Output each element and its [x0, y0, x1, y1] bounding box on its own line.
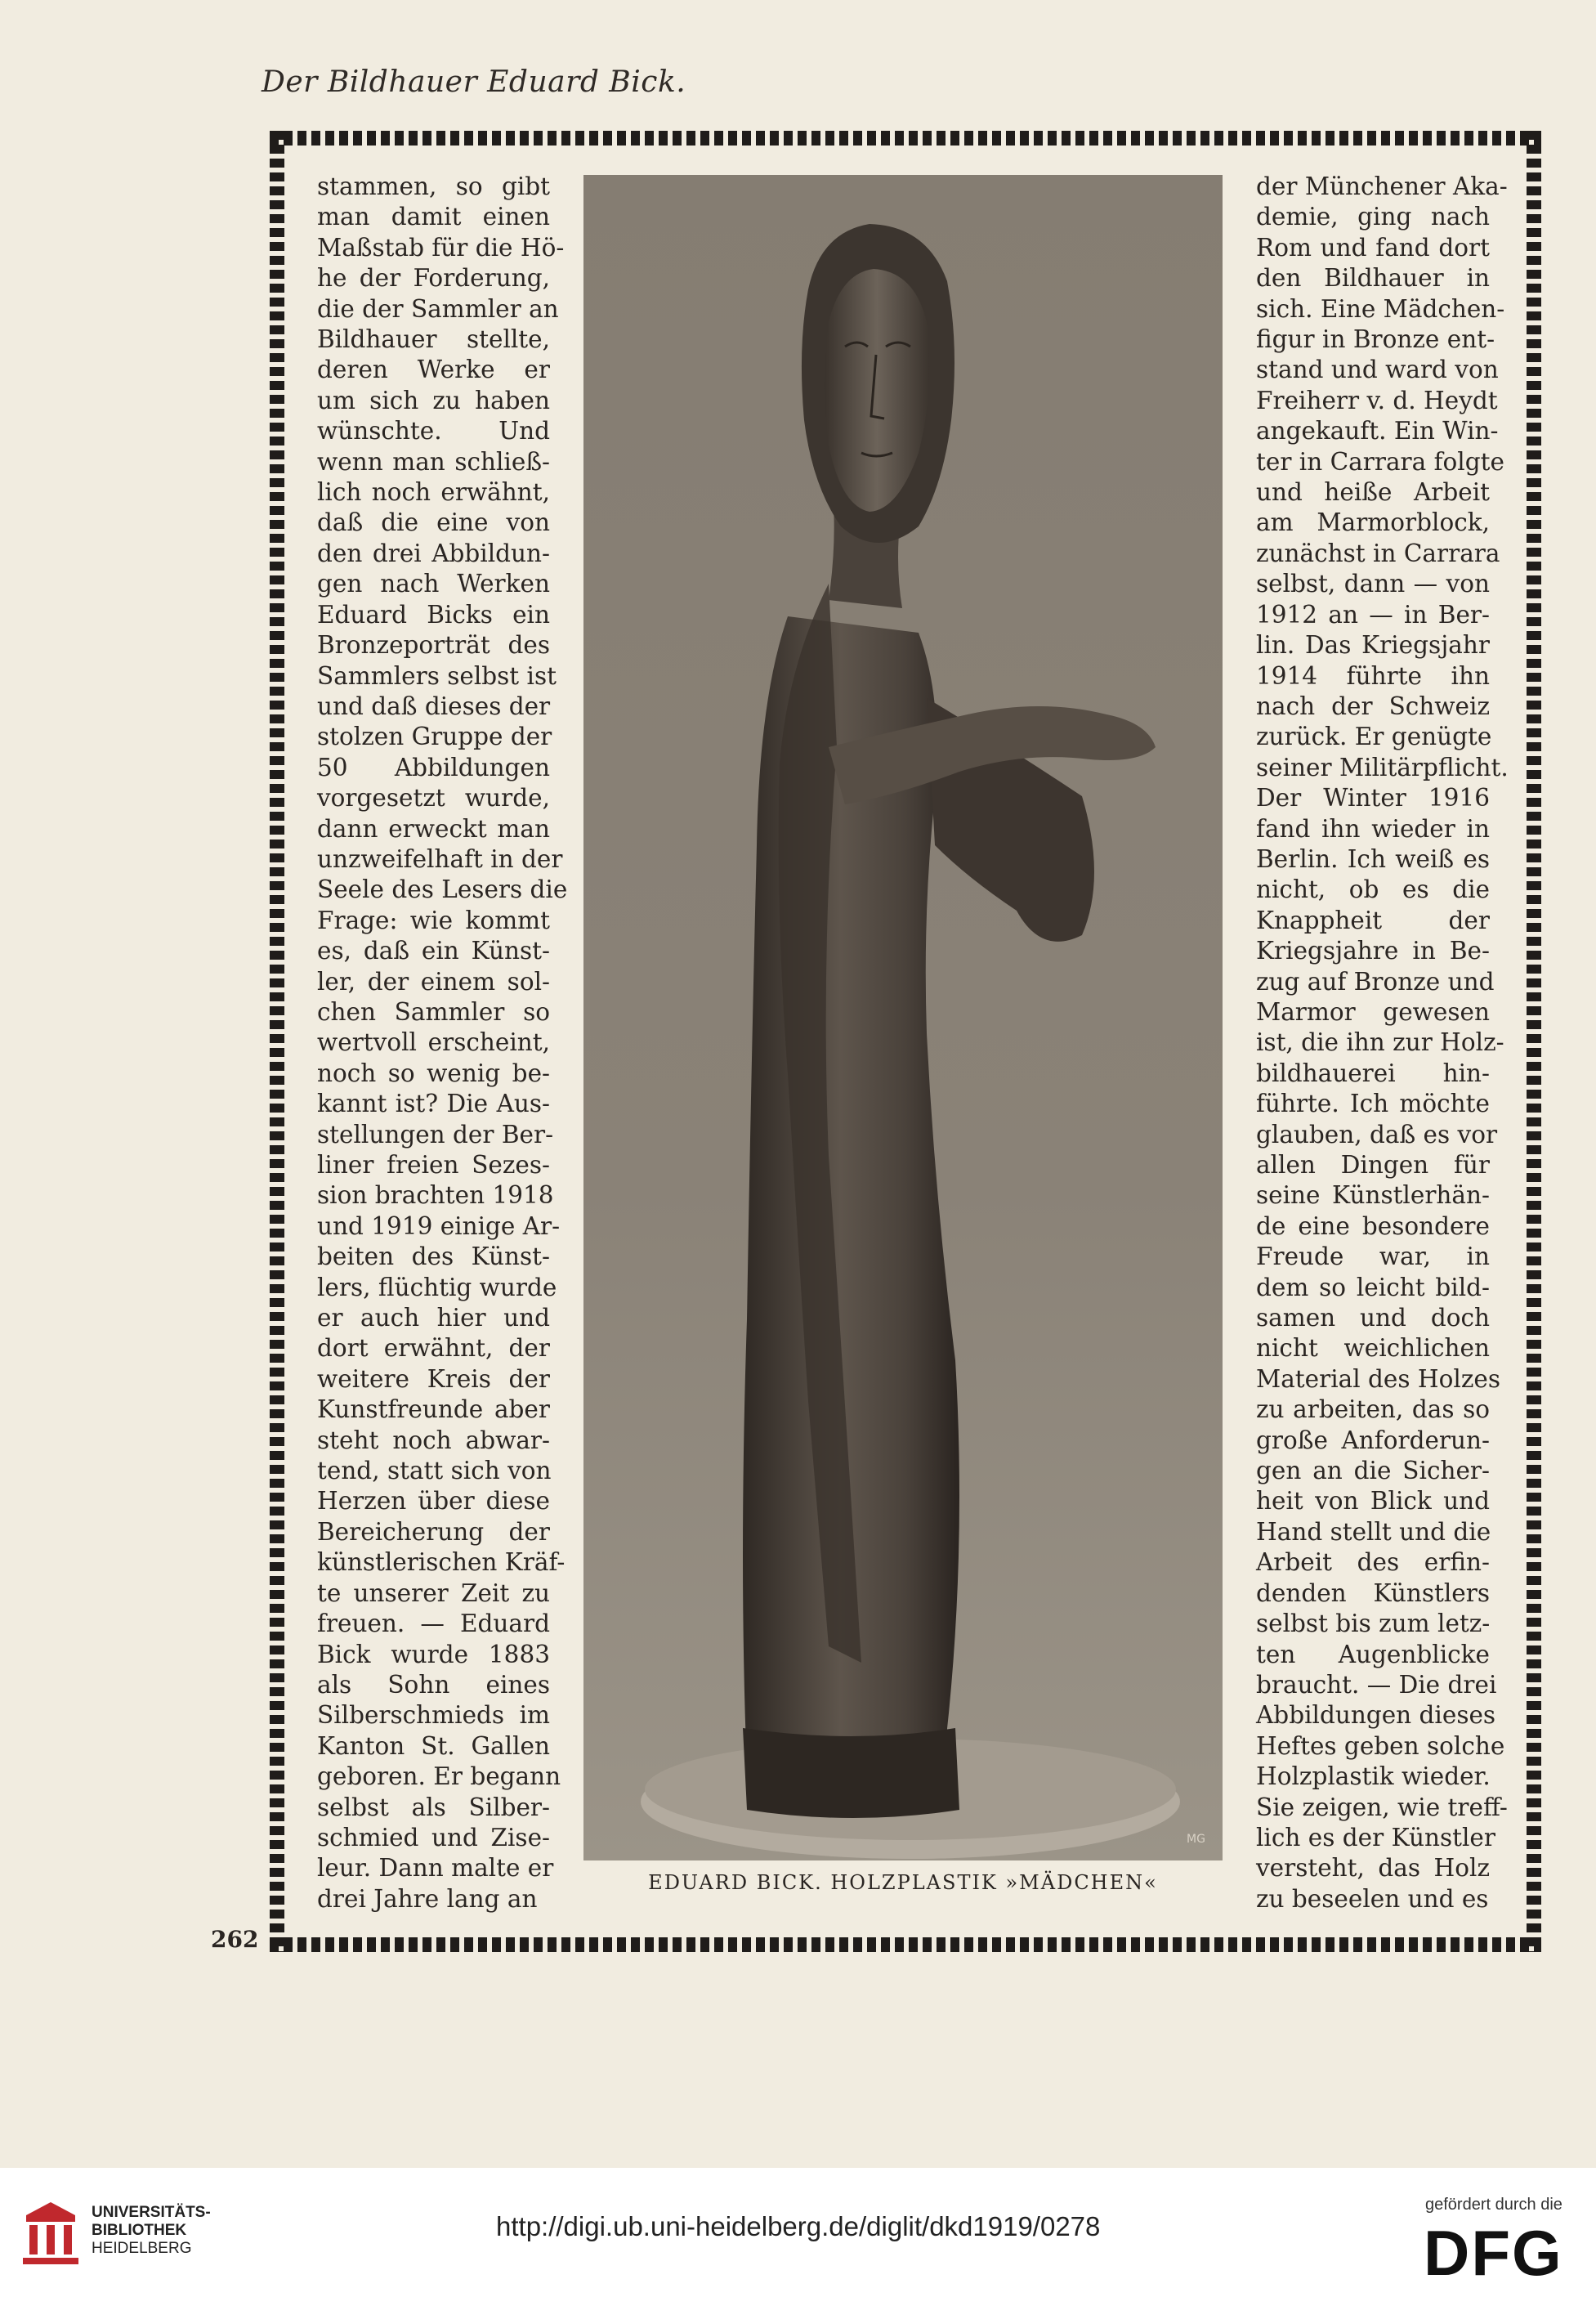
text-line: lers, flüchtig wurde [317, 1273, 557, 1301]
text-line: als Sohn eines [317, 1670, 550, 1699]
text-line: Berlin. Ich weiß es [1256, 844, 1490, 873]
text-line: Bronzeporträt des [317, 631, 550, 660]
text-line: Frage: wie kommt [317, 906, 550, 934]
text-line: kannt ist? Die Aus- [317, 1090, 550, 1118]
text-line: gen nach Werken [317, 570, 550, 598]
text-line: deren Werke er [317, 356, 550, 384]
left-text-column [317, 172, 568, 1914]
text-line: Holzplastik wieder. [1256, 1762, 1491, 1791]
text-line: Bereicherung der [317, 1517, 550, 1546]
text-line: Eduard Bicks ein [317, 600, 550, 629]
text-line: samen und doch [1256, 1304, 1490, 1332]
text-line: Bildhauer stellte, [317, 325, 550, 354]
text-line: er auch hier und [317, 1304, 550, 1332]
text-line: ter in Carrara folgte [1256, 447, 1504, 476]
text-line: den drei Abbildun- [317, 539, 550, 567]
text-line: leur. Dann malte er [317, 1854, 554, 1883]
text-line: Kunstfreunde aber [317, 1395, 550, 1424]
library-name [92, 2204, 211, 2258]
text-line: am Marmorblock, [1256, 508, 1490, 537]
text-line: unzweifelhaft in der [317, 844, 563, 873]
text-line: ist, die ihn zur Holz- [1256, 1028, 1504, 1057]
text-line: gen an die Sicher- [1256, 1457, 1490, 1485]
frame-top-border [270, 131, 1541, 146]
text-line: es, daß ein Künst- [317, 937, 550, 965]
text-line: Der Winter 1916 [1256, 784, 1490, 813]
text-line: Seele des Lesers die [317, 875, 568, 904]
text-line: Kanton St. Gallen [317, 1731, 550, 1760]
text-line: und 1919 einige Ar- [317, 1211, 561, 1240]
text-line: 1914 führte ihn [1256, 661, 1490, 690]
running-header: Der Bildhauer Eduard Bick. [262, 65, 686, 99]
text-line: schmied und Zise- [317, 1823, 550, 1851]
university-library-logo-icon [18, 2199, 85, 2269]
text-line: führte. Ich möchte [1256, 1090, 1490, 1118]
text-line: glauben, daß es vor [1256, 1120, 1498, 1148]
text-line: fand ihn wieder in [1256, 814, 1490, 843]
text-line: seiner Militärpflicht. [1256, 753, 1509, 781]
text-line: tend, statt sich von [317, 1457, 552, 1485]
text-line: Abbildungen dieses [1256, 1701, 1496, 1730]
text-line: denden Künstlers [1256, 1578, 1490, 1607]
sponsor-note: gefördert durch die [1425, 2196, 1562, 2214]
text-line: Bick wurde 1883 [317, 1640, 550, 1668]
text-line: angekauft. Ein Win- [1256, 417, 1499, 446]
text-line: und heiße Arbeit [1256, 478, 1490, 507]
text-line: wertvoll erscheint, [317, 1028, 550, 1057]
text-line: Sie zeigen, wie treff- [1256, 1793, 1508, 1821]
text-line: vorgesetzt wurde, [317, 784, 550, 813]
text-line: um sich zu haben [317, 386, 550, 414]
frame-left-border [270, 131, 284, 1952]
text-line: stellungen der Ber- [317, 1120, 554, 1148]
text-line: versteht, das Holz [1256, 1854, 1490, 1883]
permalink-url[interactable]: http://digi.ub.uni-heidelberg.de/diglit/dkd1919/0278 [496, 2211, 1101, 2241]
text-line: dort erwähnt, der [317, 1334, 550, 1363]
text-line: man damit einen [317, 203, 550, 231]
text-line: sion brachten 1918 [317, 1181, 554, 1210]
text-line: ler, der einem sol- [317, 967, 550, 996]
library-name-line3: HEIDELBERG [92, 2240, 192, 2257]
text-line: Material des Holzes [1256, 1364, 1500, 1393]
text-line: nicht weichlichen [1256, 1334, 1490, 1363]
frame-bottom-border [270, 1937, 1541, 1952]
text-line: ten Augenblicke [1256, 1640, 1490, 1668]
text-line: demie, ging nach [1256, 203, 1490, 231]
text-line: seine Künstlerhän- [1256, 1181, 1490, 1210]
text-line: lin. Das Kriegsjahr [1256, 631, 1490, 660]
text-line: selbst bis zum letz- [1256, 1610, 1491, 1638]
text-line: 1912 an — in Ber- [1256, 600, 1490, 629]
text-line: wenn man schließ- [317, 447, 550, 476]
text-line: allen Dingen für [1256, 1151, 1490, 1179]
text-line: 50 Abbildungen [317, 753, 550, 781]
text-line: nach der Schweiz [1256, 692, 1490, 720]
text-line: braucht. — Die drei [1256, 1670, 1497, 1699]
text-line: Hand stellt und die [1256, 1517, 1491, 1546]
photo-monogram: MG [1187, 1833, 1205, 1846]
text-line: zurück. Er genügte [1256, 723, 1492, 751]
text-line: und daß dieses der [317, 692, 551, 720]
text-line: de eine besondere [1256, 1211, 1490, 1240]
dfg-logo: DFG [1424, 2217, 1563, 2289]
text-line: freuen. — Eduard [317, 1610, 550, 1638]
text-line: dem so leicht bild- [1256, 1273, 1490, 1301]
text-line: Kriegsjahre in Be- [1256, 937, 1490, 965]
frame-right-border [1527, 131, 1541, 1952]
text-line: wünschte. Und [317, 417, 550, 446]
text-line: heit von Blick und [1256, 1487, 1490, 1516]
text-line: zug auf Bronze und [1256, 967, 1495, 996]
text-line: stand und ward von [1256, 356, 1499, 384]
text-line: Knappheit der [1256, 906, 1490, 934]
text-line: noch so wenig be- [317, 1059, 550, 1087]
text-line: Maßstab für die Hö- [317, 233, 565, 262]
text-line: beiten des Künst- [317, 1243, 550, 1271]
text-line: Herzen über diese [317, 1487, 550, 1516]
text-line: Rom und fand dort [1256, 233, 1490, 262]
text-line: große Anforderun- [1256, 1426, 1490, 1454]
page-number: 262 [211, 1926, 259, 1953]
sculpture-image [583, 175, 1223, 1860]
text-line: Silberschmieds im [317, 1701, 550, 1730]
text-line: dann erweckt man [317, 814, 550, 843]
text-line: liner freien Sezes- [317, 1151, 550, 1179]
text-line: lich noch erwähnt, [317, 478, 550, 507]
text-line: Sammlers selbst ist [317, 661, 557, 690]
right-text-column [1256, 172, 1509, 1914]
text-line: Marmor gewesen [1256, 997, 1490, 1026]
text-line: die der Sammler an [317, 294, 559, 323]
text-line: Heftes geben solche [1256, 1731, 1505, 1760]
text-line: den Bildhauer in [1256, 264, 1490, 293]
text-line: zu beseelen und es [1256, 1884, 1489, 1913]
text-line: geboren. Er begann [317, 1762, 561, 1791]
text-line: bildhauerei hin- [1256, 1059, 1490, 1087]
text-line: weitere Kreis der [317, 1364, 550, 1393]
text-line: stammen, so gibt [317, 172, 550, 200]
text-line: künstlerischen Kräf- [317, 1548, 566, 1577]
text-line: der Münchener Aka- [1256, 172, 1508, 200]
text-line: selbst, dann — von [1256, 570, 1490, 598]
text-line: daß die eine von [317, 508, 550, 537]
text-line: zu arbeiten, das so [1256, 1395, 1490, 1424]
sculpture-photo [583, 175, 1223, 1860]
text-line: nicht, ob es die [1256, 875, 1490, 904]
text-line: selbst als Silber- [317, 1793, 550, 1821]
library-name-line2: BIBLIOTHEK [92, 2222, 187, 2239]
text-line: Freiherr v. d. Heydt [1256, 386, 1498, 414]
text-line: drei Jahre lang an [317, 1884, 538, 1913]
library-name-line1: UNIVERSITÄTS- [92, 2204, 211, 2221]
text-line: Arbeit des erfin- [1256, 1548, 1490, 1577]
text-line: Freude war, in [1256, 1243, 1490, 1271]
figure-caption: EDUARD BICK. HOLZPLASTIK »MÄDCHEN« [648, 1871, 1158, 1894]
text-line: stolzen Gruppe der [317, 723, 552, 751]
text-line: sich. Eine Mädchen- [1256, 294, 1505, 323]
text-line: zunächst in Carrara [1256, 539, 1500, 567]
text-line: steht noch abwar- [317, 1426, 550, 1454]
text-line: te unserer Zeit zu [317, 1578, 550, 1607]
text-line: lich es der Künstler [1256, 1823, 1495, 1851]
text-line: figur in Bronze ent- [1256, 325, 1495, 354]
text-line: chen Sammler so [317, 997, 550, 1026]
text-line: he der Forderung, [317, 264, 550, 293]
